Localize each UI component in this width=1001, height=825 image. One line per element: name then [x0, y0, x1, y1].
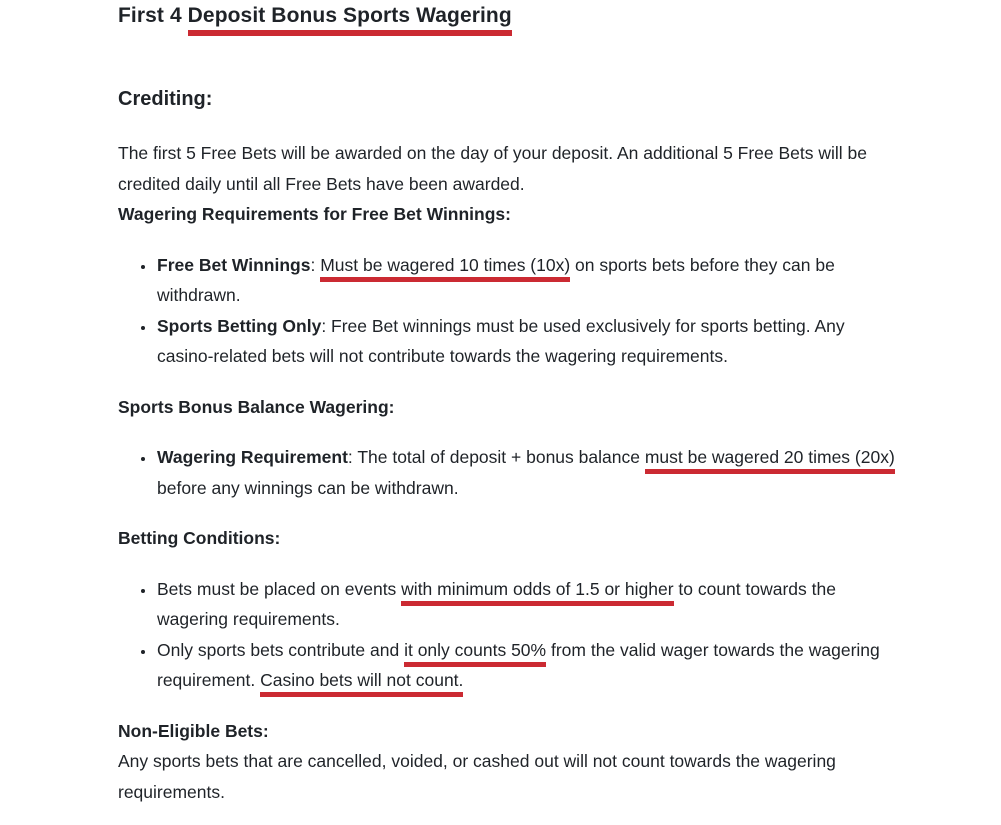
text-run: on sports bets before they can be withdrawn.	[157, 254, 835, 306]
document-body	[118, 2, 903, 807]
list-item	[156, 311, 903, 372]
text-run: Only sports bets contribute and	[157, 639, 405, 660]
bold-text-run: Non-Eligible Bets:	[118, 720, 269, 741]
bold-text-run: Wagering Requirements for Free Bet Winnings:	[118, 204, 511, 225]
text-run: :	[310, 254, 321, 275]
text-run: to count towards the wagering requirements.	[157, 578, 836, 630]
red-underline-annotation: must be wagered 20 times (20x)	[645, 447, 895, 474]
bold-text-run: Free Bet Winnings	[157, 254, 311, 275]
page-title	[118, 2, 903, 30]
bullet-list	[118, 442, 903, 503]
red-underline-annotation: it only counts 50%	[404, 640, 546, 667]
paragraph	[118, 199, 903, 230]
list-item	[156, 442, 903, 503]
text-run: : Free Bet winnings must be used exclusively for sports betting. Any casino-related bets will not contribute towards the wagering requirements.	[157, 315, 845, 367]
paragraph	[118, 716, 903, 747]
text-run: Bets must be placed on events	[157, 578, 402, 599]
text-run: before any winnings can be withdrawn.	[157, 477, 459, 498]
section-heading: Crediting:	[118, 88, 213, 111]
red-underline-annotation: with minimum odds of 1.5 or higher	[401, 579, 673, 606]
paragraph	[118, 746, 903, 807]
list-item	[156, 635, 903, 696]
bold-text-run: Wagering Requirement	[157, 447, 348, 468]
paragraph	[118, 138, 903, 199]
paragraph	[118, 392, 903, 423]
list-item	[156, 250, 903, 311]
red-underline-annotation: Deposit Bonus Sports Wagering	[188, 4, 512, 36]
text-run: Any sports bets that are cancelled, voided, or cashed out will not count towards the wagering requirements.	[118, 751, 836, 802]
paragraph	[118, 523, 903, 554]
text-run: The first 5 Free Bets will be awarded on the day of your deposit. An additional 5 Free Bets will be credited daily until all Free Bets have been awarded.	[118, 143, 868, 194]
list-item	[156, 574, 903, 635]
bold-text-run: Sports Bonus Balance Wagering:	[118, 396, 395, 417]
text-run: First 4	[118, 4, 188, 27]
text-run: from the valid wager towards the wagering requirement.	[157, 639, 880, 691]
bullet-list	[118, 574, 903, 696]
red-underline-annotation: Casino bets will not count.	[260, 670, 463, 697]
bold-text-run: Sports Betting Only	[157, 315, 322, 336]
bullet-list	[118, 250, 903, 372]
text-run: : The total of deposit + bonus balance	[347, 447, 645, 468]
bold-text-run: Betting Conditions:	[118, 528, 281, 549]
red-underline-annotation: Must be wagered 10 times (10x)	[320, 255, 570, 282]
